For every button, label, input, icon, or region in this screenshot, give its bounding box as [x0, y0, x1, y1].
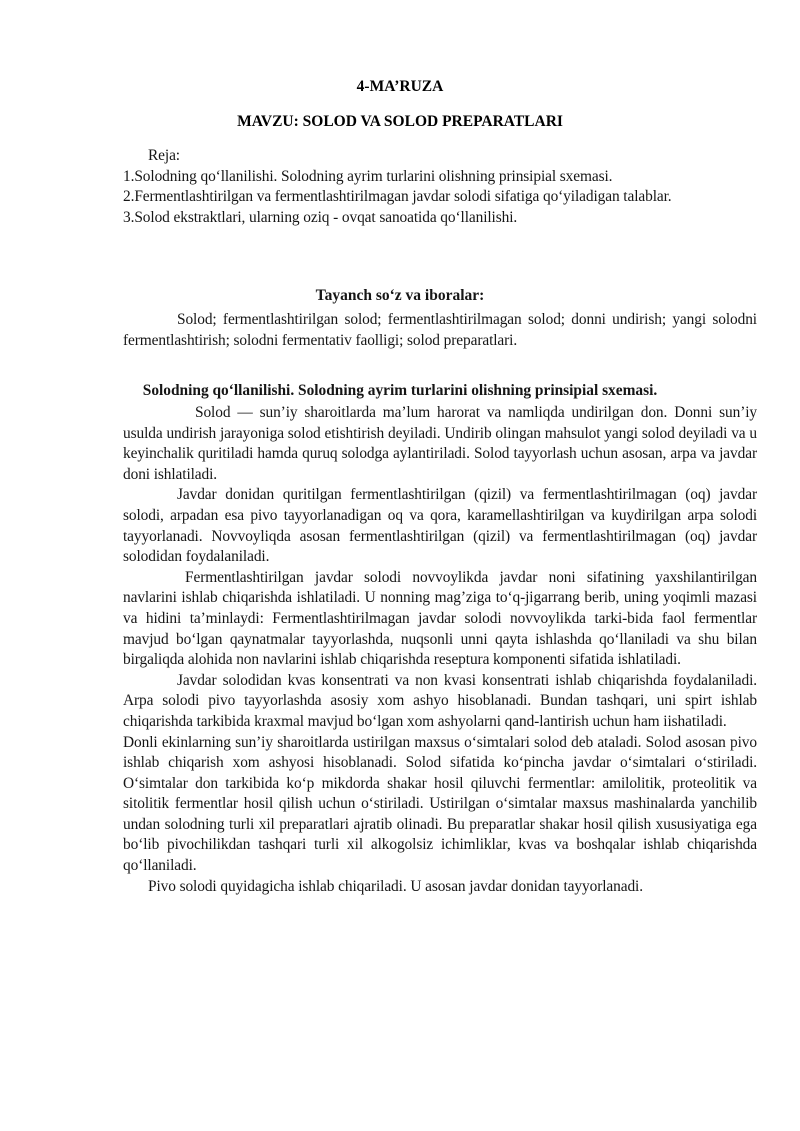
- paragraph-4: Javdar solodidan kvas konsentrati va non kvasi konsentrati ishlab chiqarishda foydalaniladi. Arpa solodi pivo tayyorlashda asosiy xom ashyo hisoblanadi. Bundan tashqari, uni spirt ishlab chiqarishda tarkibida kraxmal mavjud bo‘lgan xom ashyolarni qand-lantirish uchun ham iishatiladi.: [123, 671, 757, 730]
- plan-item-2: 2.Fermentlashtirilgan va fermentlashtirilmagan javdar solodi sifatiga qo‘yiladigan talablar.: [123, 188, 672, 206]
- paragraph-2: Javdar donidan quritilgan fermentlashtirilgan (qizil) va fermentlashtirilmagan (oq) javdar solodi, arpadan esa pivo tayyorlanadigan oq va qora, karamellashtirilgan va kuydirilgan arpa solodi tayyorlanadi. Novvoyliqda asosan fermentlashtirilgan (qizil) va fermentlashtirilmagan (oq) javdar solodidan foydalaniladi.: [123, 486, 757, 566]
- paragraph-6: Pivo solodi quyidagicha ishlab chiqariladi. U asosan javdar donidan tayyorlanadi.: [148, 877, 643, 895]
- paragraph-1: Solod — sun’iy sharoitlarda ma’lum harorat va namliqda undirilgan don. Donni sun’iy usulda undirish jarayoniga solod etishtirish deyiladi. Undirib olingan mahsulot yangi solod deyiladi va u keyinchalik quritiladi hamda quruq solodga aylantiriladi. Solod tayyorlash uchun asosan, arpa va javdar doni ishlatiladi.: [123, 404, 757, 483]
- section-heading: Solodning qo‘llanilishi. Solodning ayrim turlarini olishning prinsipial sxemasi.: [142, 382, 658, 399]
- keywords-section: [123, 310, 757, 351]
- lecture-subject: MAVZU: SOLOD VA SOLOD PREPARATLARI: [237, 113, 563, 130]
- plan-item-1: 1.Solodning qo‘llanilishi. Solodning ayrim turlarini olishning prinsipial sxemasi.: [123, 167, 613, 185]
- keywords-heading: Tayanch so‘z va iboralar:: [315, 287, 485, 304]
- paragraph-5: Donli ekinlarning sun’iy sharoitlarda ustirilgan maxsus o‘simtalari solod deb ataladi. Solod asosan pivo ishlab chiqarish xom ashyosi hisoblanadi. Solod sifatida ko‘pincha javdar o‘simtalari o‘stiriladi. O‘simtalar don tarkibida ko‘p mikdorda shakar hosil qiluvchi fermentlar: amilolitik, proteolitik va sitolitik fermentlar hosil qilish uchun o‘stiriladi. Ustirilgan o‘simtalar maxsus mashinalarda yanchilib undan solodning turli xil preparatlari ajratib olinadi. Bu preparatlar shakar hosil qilish xususiyatiga ega bo‘lib pivochilikdan tashqari turli xil alkogolsiz ichimliklar, kvas va boshqalar ishlab chiqarishda qo‘llaniladi.: [123, 733, 757, 875]
- plan-section: [123, 146, 757, 228]
- plan-heading: Reja:: [148, 147, 180, 164]
- keywords-text: Solod; fermentlashtirilgan solod; fermentlashtirilmagan solod; donni undirish; yangi solodni fermentlashtirish; solodni fermentativ faolligi; solod preparatlari.: [123, 311, 757, 349]
- plan-item-3: 3.Solod ekstraktlari, ularning oziq - ovqat sanoatida qo‘llanilishi.: [123, 208, 518, 226]
- section-body: [123, 403, 757, 897]
- lecture-title: 4-MA’RUZA: [356, 78, 444, 95]
- paragraph-3: Fermentlashtirilgan javdar solodi novvoylikda javdar noni sifatining yaxshilantirilgan navlarini ishlab chiqarishda ishlatiladi. U nonning mag’ziga to‘q-jigarrang berib, uning yoqimli mazasi va hidini ta’minlaydi: Fermentlashtirilmagan javdar solodi novvoylikda tarki-bida faol fermentlar mavjud bo‘lgan qaynatmalar tayyorlashda, nuqsonli unni qayta ishlashda qo‘llaniladi va shu bilan birgaliqda alohida non navlarini ishlab chiqarishda reseptura komponenti sifatida ishlatiladi.: [123, 568, 757, 669]
